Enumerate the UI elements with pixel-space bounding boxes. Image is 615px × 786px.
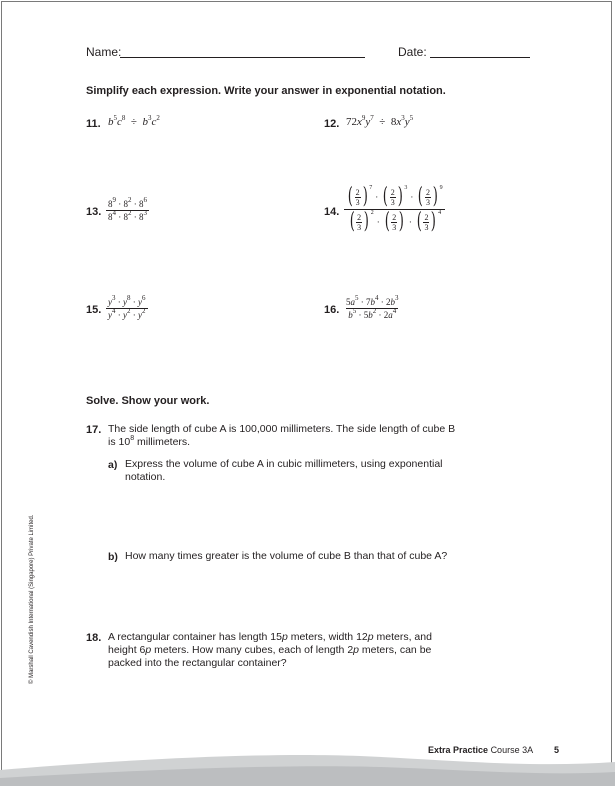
problem-16-expression: $\frac{5a^5 \cdot 7b^4 \cdot 2b^3}{b^5 \cdot 5b^2 \cdot 2a^4}$ [346, 294, 399, 320]
section1-instruction: Simplify each expression. Write your answer in exponential notation. [86, 85, 446, 97]
footer-label [428, 745, 533, 755]
problem-11-expression: $b^5c^8 \div b^3c^2$ [108, 114, 160, 128]
problem-12-expression: $72x^9y^7 \div 8x^3y^5$ [346, 114, 414, 128]
problem-14-number: 14. [324, 206, 340, 218]
problem-11-number: 11. [86, 118, 101, 130]
problem-13-number: 13. [86, 206, 102, 218]
problem-13-expression: $\frac{8^9 \cdot 8^2 \cdot 8^6}{8^4 \cdot 8^2 \cdot 8^3}$ [108, 196, 147, 222]
footer-course: Course 3A [490, 745, 534, 755]
page-number: 5 [554, 745, 560, 755]
problem-18-text: A rectangular container has length 15p meters, width 12p meters, and height 6p meters. How many cubes, each of length 2p meters, can be packed into the rectangular container? [108, 631, 432, 669]
problem-14-expression: ( 2 3 ) 7 · ( 2 3 ) 3 · ( 2 3 ) 9 ( 2 3 ) 2 · ( 2 3 ) · ( 2 3 ) 4 [344, 185, 445, 234]
copyright-side-note: © Marshall Cavendish International (Singapore) Private Limited. [29, 514, 35, 684]
footer-title: Extra Practice [428, 745, 489, 755]
problem-17a-label: a) [108, 459, 118, 471]
problem-17a-text: Express the volume of cube A in cubic millimeters, using exponential notation. [125, 458, 443, 483]
problem-15-expression: $\frac{y^3 \cdot y^8 \cdot y^6}{y^4 \cdot y^2 \cdot y^2}$ [108, 294, 146, 320]
problem-12-number: 12. [324, 118, 340, 130]
problem-18-number: 18. [86, 632, 102, 644]
problem-17-line1: The side length of cube A is 100,000 millimeters. The side length of cube B [108, 423, 456, 435]
name-line[interactable] [120, 57, 365, 58]
problem-17b-label: b) [108, 551, 118, 563]
section2-instruction: Solve. Show your work. [86, 395, 210, 407]
problem-17-line2: is $10^8$ millimeters. [108, 435, 191, 448]
problem-17b-text: How many times greater is the volume of cube B than that of cube A? [125, 550, 448, 562]
date-label: Date: [398, 45, 427, 59]
name-label: Name: [86, 45, 122, 59]
problem-17-text [108, 423, 488, 449]
problem-16-number: 16. [324, 304, 340, 316]
problem-17-number: 17. [86, 424, 102, 436]
date-line[interactable] [430, 57, 530, 58]
problem-15-number: 15. [86, 304, 102, 316]
